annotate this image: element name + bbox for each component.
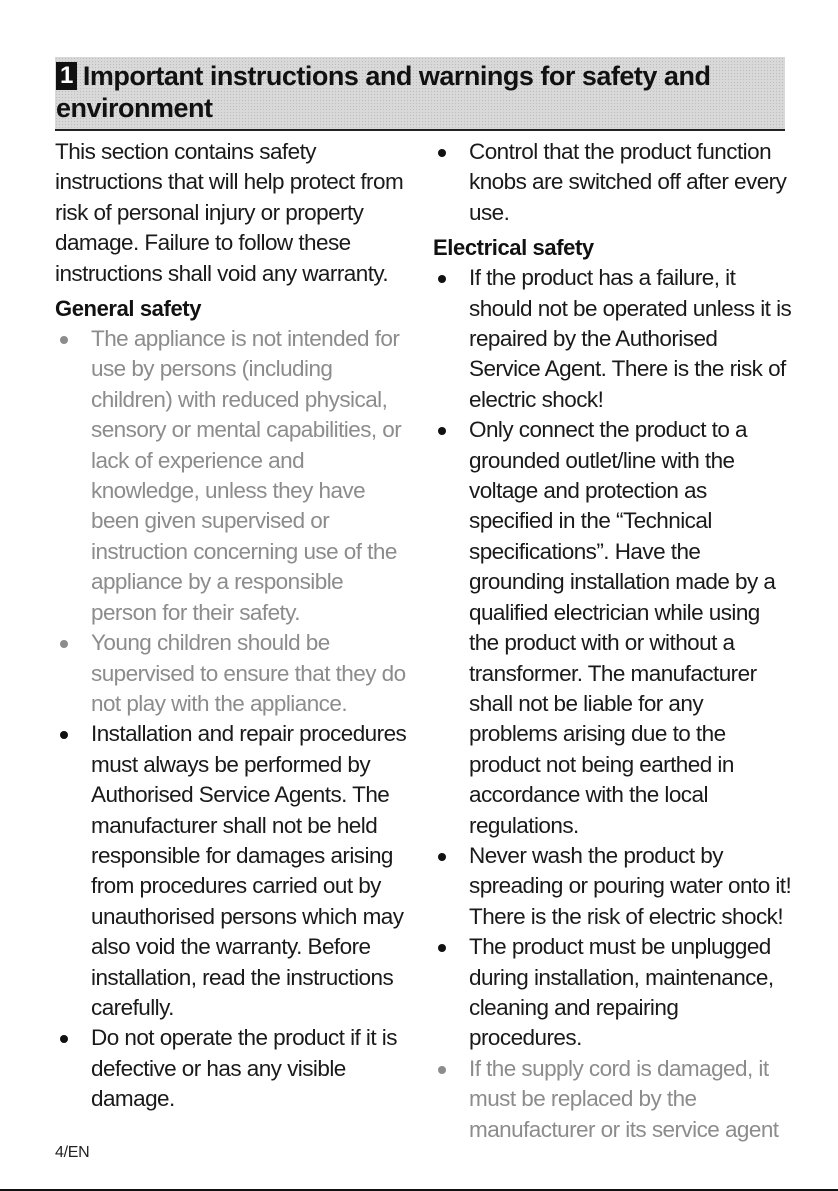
bullet-icon: [60, 1035, 68, 1043]
list-item: The product must be unplugged during installation, maintenance, cleaning and repairing procedures.: [433, 932, 793, 1054]
section-number-badge: 1: [56, 62, 77, 90]
bullet-icon: [438, 944, 446, 952]
list-item: If the product has a failure, it should not be operated unless it is repaired by the Authorised Service Agent. There is the risk of electric shock!: [433, 263, 793, 415]
list-item: The appliance is not intended for use by persons (including children) with reduced physical, sensory or mental capabilities, or lack of experience and knowledge, unless they have been given supervised or instruction concerning use of the appliance by a responsible person for their safety.: [55, 324, 410, 628]
electrical-safety-list: [433, 263, 793, 1145]
bullet-icon: [60, 336, 68, 344]
bullet-icon: [60, 731, 68, 739]
section-title: Important instructions and warnings for safety and environment: [56, 61, 711, 123]
page-number: 4/EN: [55, 1144, 90, 1161]
bullet-icon: [438, 1066, 446, 1074]
list-item: Never wash the product by spreading or pouring water onto it! There is the risk of electric shock!: [433, 841, 793, 932]
list-item: If the supply cord is damaged, it must be replaced by the manufacturer or its service agent: [433, 1054, 793, 1145]
general-safety-list: [55, 324, 410, 1115]
general-safety-list-continued: [433, 137, 793, 228]
bullet-icon: [438, 427, 446, 435]
list-item: Control that the product function knobs are switched off after every use.: [433, 137, 793, 228]
electrical-safety-heading: Electrical safety: [433, 235, 594, 261]
list-item: Installation and repair procedures must always be performed by Authorised Service Agents. The manufacturer shall not be held responsible for damages arising from procedures carried out by unauthorised persons which may also void the warranty. Before installation, read the instructions carefully.: [55, 719, 410, 1023]
list-item: Do not operate the product if it is defective or has any visible damage.: [55, 1023, 410, 1114]
left-column: [55, 137, 410, 1115]
intro-paragraph: This section contains safety instructions that will help protect from risk of personal injury or property damage. Failure to follow these instructions shall void any warranty.: [55, 139, 404, 286]
list-item: Young children should be supervised to ensure that they do not play with the appliance.: [55, 628, 410, 719]
bullet-icon: [438, 275, 446, 283]
section-heading: [56, 60, 776, 124]
list-item: Only connect the product to a grounded outlet/line with the voltage and protection as specified in the “Technical specifications”. Have the grounding installation made by a qualified electrician while using the product with or without a transformer. The manufacturer shall not be liable for any problems arising due to the product not being earthed in accordance with the local regulations.: [433, 415, 793, 841]
bullet-icon: [438, 853, 446, 861]
bullet-icon: [438, 149, 446, 157]
general-safety-heading: General safety: [55, 296, 202, 322]
bullet-icon: [60, 640, 68, 648]
right-column: [433, 137, 793, 1145]
heading-underline: [55, 129, 785, 131]
